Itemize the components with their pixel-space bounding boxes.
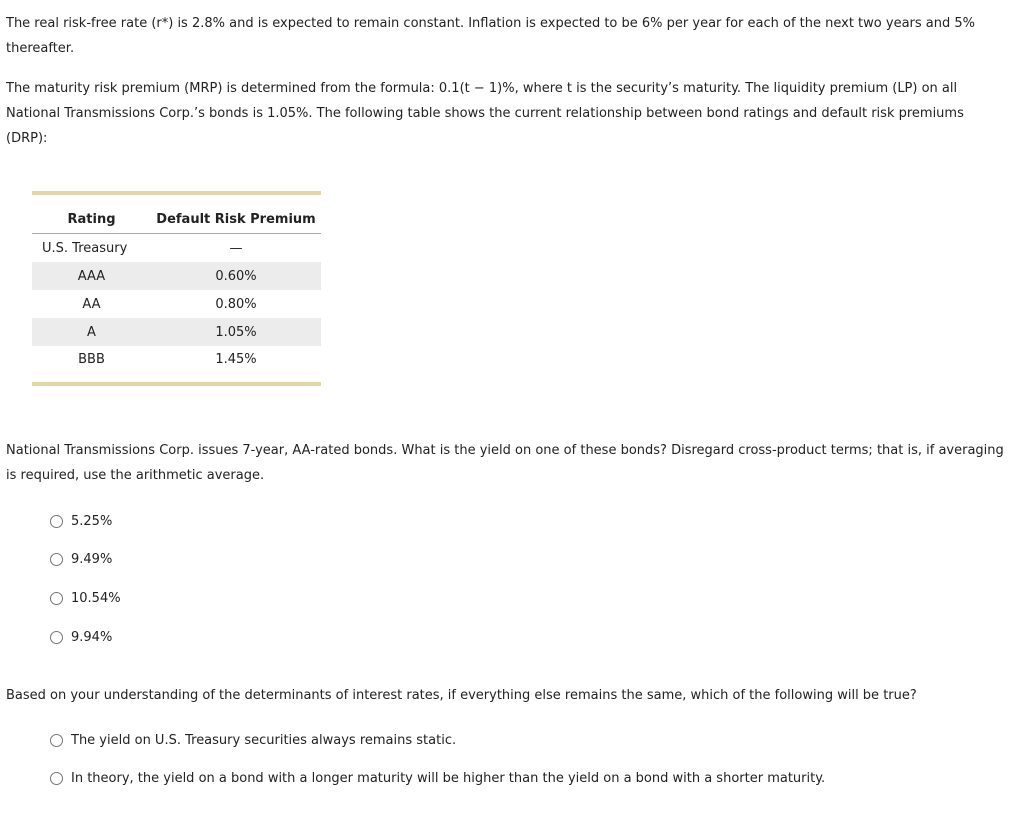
radio-button[interactable] (50, 772, 63, 785)
question-2-text: Based on your understanding of the determinants of interest rates, if everything else remains the same, which of the following will be true? (6, 688, 917, 703)
table-row (32, 262, 321, 290)
question-1-text: National Transmissions Corp. issues 7-year, AA-rated bonds. What is the yield on one of these bonds? Disregard cross-product terms; that is, if averaging is required, use the arithmetic average. (6, 443, 1004, 483)
table-row (32, 290, 321, 318)
answer-option-2[interactable] (50, 540, 112, 578)
rating-cell: BBB (78, 351, 105, 367)
rating-cell: U.S. Treasury (42, 240, 128, 256)
answer-option-3[interactable] (50, 579, 121, 617)
drp-cell: 1.45% (215, 351, 257, 367)
drp-cell: — (229, 240, 243, 256)
table-row (32, 234, 321, 263)
drp-cell: 0.80% (215, 296, 257, 312)
intro-paragraph-premiums: The maturity risk premium (MRP) is determined from the formula: 0.1(t − 1)%, where t is the security’s maturity. The liquidity premium (LP) on all National Transmissions Corp.’s bonds is 1.05%. The following table shows the current relationship between bond ratings and default risk premiums (DRP): (6, 81, 964, 146)
answer-option-1[interactable] (50, 721, 456, 759)
table-row (32, 346, 321, 372)
drp-cell: 1.05% (151, 318, 321, 346)
rating-cell: AAA (32, 262, 151, 290)
drp-column-header: Default Risk Premium (151, 205, 321, 234)
drp-table (32, 191, 321, 386)
answer-option-4[interactable] (50, 618, 112, 656)
answer-option-1[interactable] (50, 502, 112, 540)
drp-cell: 0.60% (151, 262, 321, 290)
radio-button[interactable] (50, 592, 63, 605)
rating-cell: A (32, 318, 151, 346)
radio-button[interactable] (50, 631, 63, 644)
option-label: The yield on U.S. Treasury securities always remains static. (71, 732, 457, 748)
option-label: 10.54% (71, 590, 121, 606)
radio-button[interactable] (50, 515, 63, 528)
rating-column-header: Rating (32, 205, 151, 234)
option-label: 5.25% (71, 513, 113, 529)
option-label: In theory, the yield on a bond with a longer maturity will be higher than the yield on a bond with a shorter maturity. (71, 770, 826, 786)
table-bottom-rule (32, 382, 321, 386)
answer-option-2[interactable] (50, 759, 825, 797)
rating-cell: AA (82, 296, 101, 312)
option-label: 9.94% (71, 629, 113, 645)
radio-button[interactable] (50, 553, 63, 566)
option-label: 9.49% (71, 551, 113, 567)
table-row (32, 318, 321, 346)
intro-paragraph-rates: The real risk-free rate (r*) is 2.8% and is expected to remain constant. Inflation is expected to be 6% per year for each of the next two years and 5% thereafter. (6, 16, 975, 56)
radio-button[interactable] (50, 734, 63, 747)
